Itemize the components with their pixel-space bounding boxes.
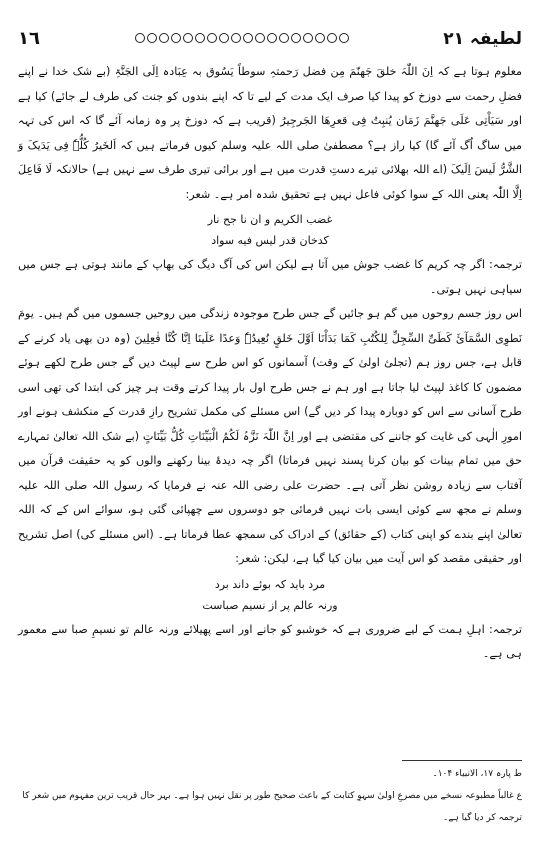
arabic-verse <box>18 209 522 251</box>
paragraph-1: معلوم ہوتا ہے کہ اِنَ اللّٰہَ خلقَ جَھنّمَ مِن فضل رَحمتہِ سوطاً یَسُوق بہ عِبَادہ اِلَی الجَنَّۃِ (بے شک خدا نے اپنے فضلِ رحمت سے دوزخ کو پیدا کیا صرف ایک مدت کے لیے تا کہ اپنے بندوں کو جنت کی طرف لے جائے) کیا ہے اور سَیَاْتِی عَلَی جَھنَّمَ زَمَان یُنبِتُ فِی قعرِھَا الجَرجِیرُ (قریب ہے کہ دوزخ پر وہ زمانہ آئے گا کہ اس کی تہہ میں ساگ اُگ آئے گا) کیا راز ہے؟ مصطفیٰ صلی اللہ علیہ وسلم کیوں فرماتے ہیں کہ اَلخَیرُ کُلُّہٗ فِی یَدَیکَ وَ الشَّرُّ لَیسَ اِلَیکَ (اے اللہ بھلائی تیرے دستِ قدرت میں ہے اور برائی تیری طرف سے نہیں ہے) حالانکہ لَا فَاعِلَ اِلَّا اللّٰہ یعنی اللہ کے سوا کوئی فاعل نہیں ہے تحقیق شدہ امر ہے۔ شعر: <box>18 65 522 201</box>
paragraph-2: اس روز جسم روحوں میں گم ہو جائیں گے جس طرح موجودہ زندگی میں روحیں جسموں میں گم ہیں۔ یومَ نَطوِی السَّمَآئَ کَطَیِّ السِّجِلِّ لِلکُتُبِ کَمَا بَدَاْنَا اَوَّلَ خَلقٍ نُعِیدُہٗ وَعدًا عَلَینَا اِنَّا کُنَّا فٰعِلِینَ (وہ دن بھی یاد کرنے کے قابل ہے، جس روز ہم (تجلیٔ اولیٰ کے وقت) آسمانوں کو اس طرح سے لپیٹ دیں گے جس طرح لکھے ہوئے مضمون کا کاغذ لپیٹ لیا جاتا ہے اور ہم نے جس طرح اول بار پیدا کرتے وقت ہر چیز کی ابتدا کی تھی اسی طرح آسانی سے اس کو دوبارہ پیدا کر دیں گے) اس مسئلے کی مکمل تشریح رازِ قدرت کے منکشف ہونے اور امورِ الٰہی کی غایت کو جاننے کی مقتضی ہے اور اِنَّ اللّٰہَ نَزَّہُ لَکُمُ الْبَیِّنَاتِ کُلُّ بَیِّنَاتٍ (بے شک اللہ تعالیٰ تمہارے حق میں تمام بینات کو بیان کرنا پسند نہیں فرماتا) اگر چہ دیدۂ بینا رکھنے والوں کو یہ حقیقت قرآن میں آفتاب سے زیادہ روشن نظر آتی ہے۔ حضرت علی رضی اللہ عنہ نے فرمایا کہ رسول اللہ صلی اللہ علیہ وسلم نے مجھ سے کوئی ایسی بات نہیں فرمائی جو دوسروں سے چھپائی گئی ہو، سوائے اس کے کہ اللہ تعالیٰ اپنے بندے کو اپنی کتاب (کے حقائق) کے ادراک کی سمجھ عطا فرماتا ہے۔ (اس مسئلے کی) اصل تشریح اور حقیقی مقصد کو اس آیت میں بیان کیا گیا ہے، لیکن: شعر: <box>18 307 522 565</box>
body-text <box>18 60 522 667</box>
verse-line-1: غضب الکریم و ان نا جح نار <box>207 213 333 226</box>
page-number: ١٦ <box>18 27 40 49</box>
persian-verse <box>18 574 522 616</box>
verse-line-2: کدخان قدر لیس فیه سواد <box>211 234 329 247</box>
header-ornament <box>135 33 349 43</box>
verse-translation-1: ترجمہ: اگر چہ کریم کا غضب جوش میں آتا ہے لیکن اس کی آگ دیگ کی بھاپ کے مانند ہوتی ہے جس میں سیاہی نہیں ہوتی۔ <box>18 258 522 296</box>
verse-line-4: ورنہ عالم پر از نسیم صباست <box>202 598 338 612</box>
page-header <box>18 26 522 50</box>
chapter-title: لطیفہ ۲١ <box>443 28 522 49</box>
footnote-divider <box>402 760 522 761</box>
verse-translation-2: ترجمہ: اہلِ ہمت کے لیے ضروری ہے کہ خوشبو کو جانے اور اسے پھیلائے ورنہ عالم تو نسیمِ صبا سے معمور ہی ہے۔ <box>18 622 522 660</box>
footnote-2: ع غالباً مطبوعہ نسخے میں مصرعِ اولیٰ سہوِ کتابت کے باعث صحیح طور پر نقل نہیں ہوا ہے۔ بہر حال قریب ترین مفہوم میں شعر کا ترجمہ کر دیا گیا ہے۔ <box>22 791 522 823</box>
verse-line-3: مرد باید کہ بوئے داند برد <box>214 577 326 591</box>
footnote-1: ط پارہ ۱۷، الانبیاء ۱۰۴۔ <box>432 769 522 779</box>
footnotes <box>18 760 522 829</box>
